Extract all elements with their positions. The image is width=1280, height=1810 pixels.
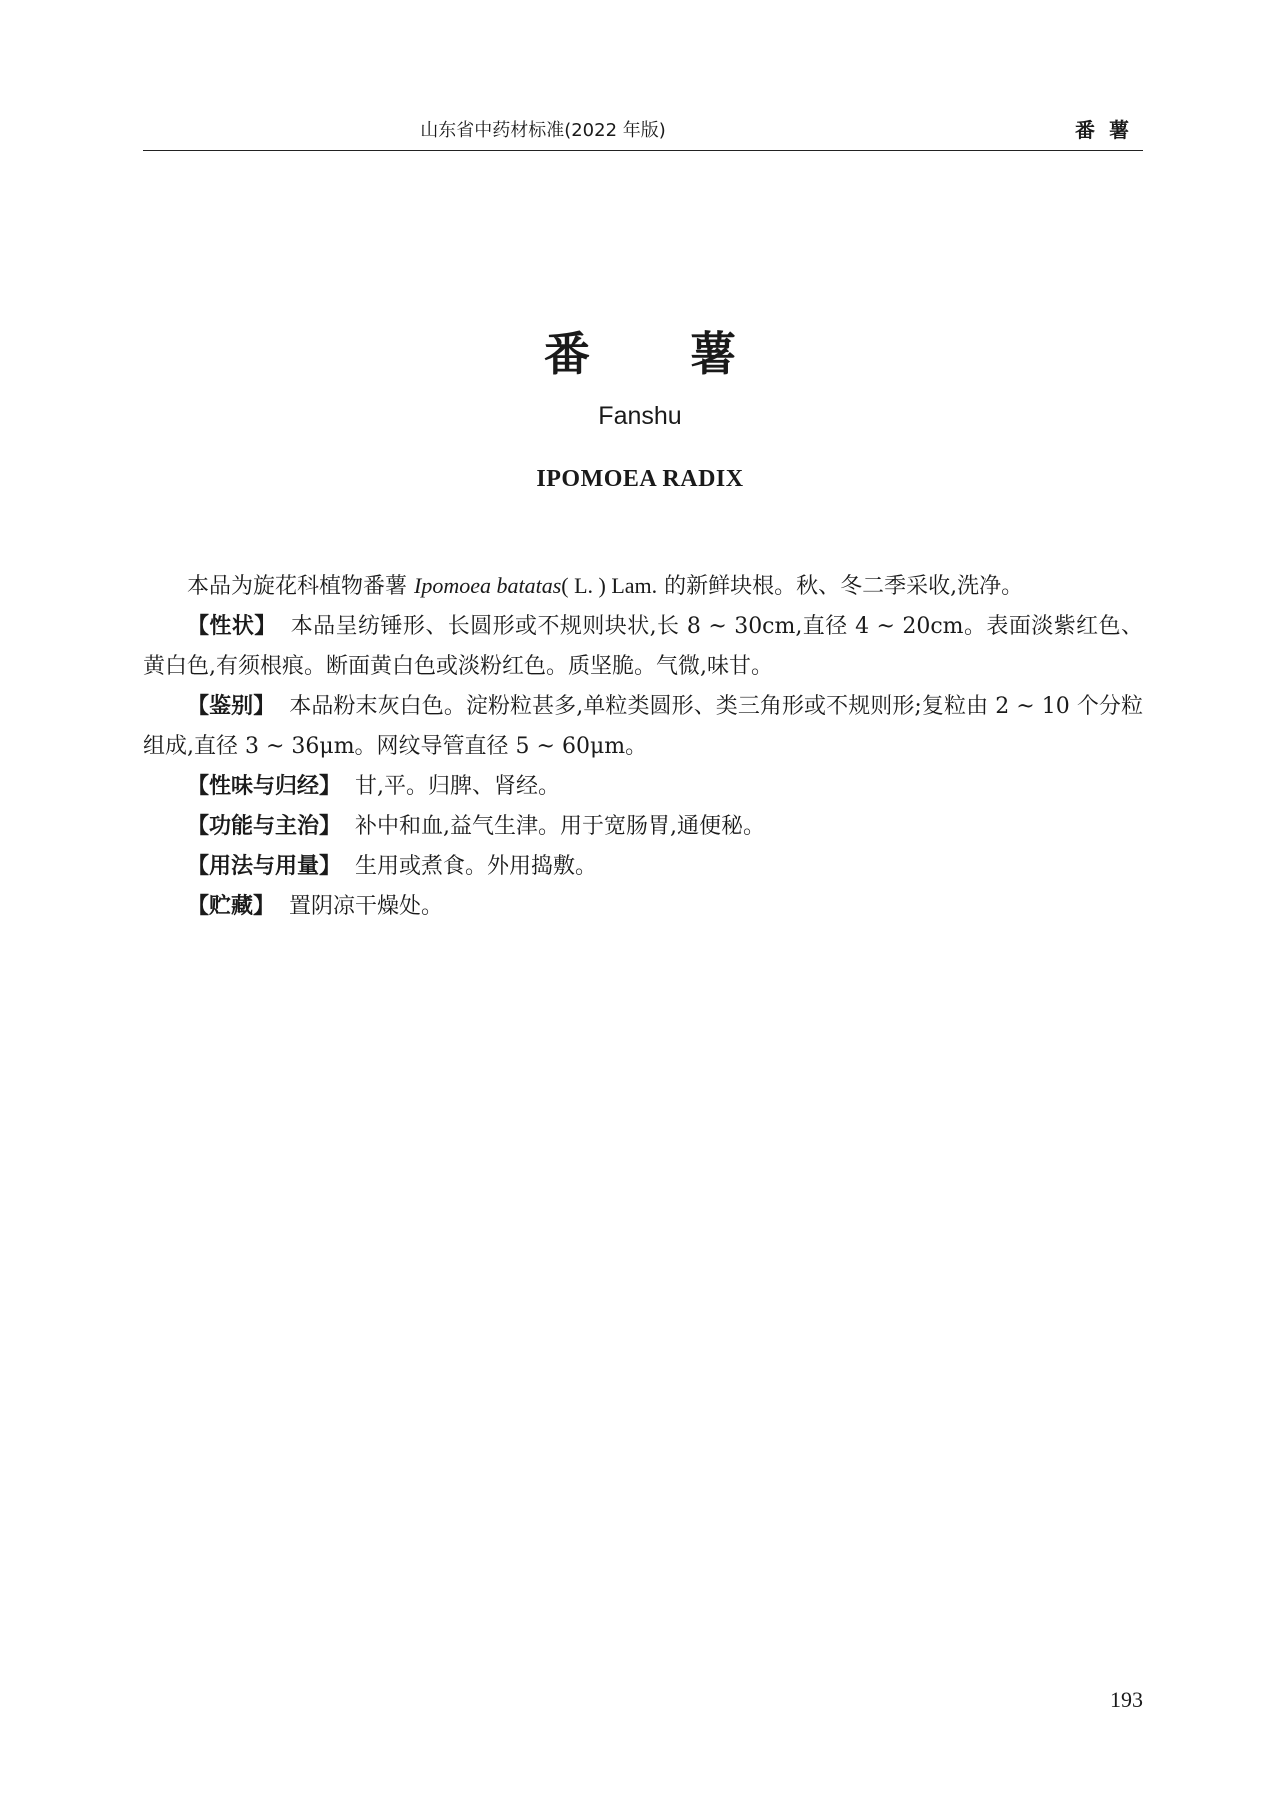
section-text: 本品粉末灰白色。淀粉粒甚多,单粒类圆形、类三角形或不规则形;复粒由 2 ~ 10 个分粒组成,直径 3 ~ 36μm。网纹导管直径 5 ~ 60μm。 — [143, 694, 1143, 759]
monograph-body — [143, 566, 1143, 927]
section-label: 【鉴别】 — [187, 694, 276, 719]
section-label: 【性状】 — [187, 614, 277, 639]
section-text: 生用或煮食。外用捣敷。 — [355, 854, 598, 879]
running-header — [143, 112, 1143, 142]
section-xingwei — [143, 767, 1143, 807]
header-rule — [143, 150, 1143, 151]
book-title: 山东省中药材标准(2022 年版) — [420, 120, 666, 141]
section-zhucang — [143, 887, 1143, 927]
page-number: 193 — [1110, 1687, 1143, 1712]
page-title: 番 薯 — [543, 327, 778, 381]
section-text: 置阴凉干燥处。 — [289, 894, 444, 919]
pinyin-name: Fanshu — [598, 402, 682, 430]
section-text: 甘,平。归脾、肾经。 — [355, 774, 561, 799]
species-name: Ipomoea batatas — [414, 573, 562, 598]
section-jianbie — [143, 687, 1143, 767]
section-text: 本品呈纺锤形、长圆形或不规则块状,长 8 ~ 30cm,直径 4 ~ 20cm。表面淡紫红色、黄白色,有须根痕。断面黄白色或淡粉红色。质坚脆。气微,味甘。 — [143, 614, 1143, 679]
intro-paragraph — [143, 566, 1143, 607]
section-label: 【性味与归经】 — [187, 774, 342, 799]
section-xingzhuang — [143, 607, 1143, 687]
latin-name: IPOMOEA RADIX — [536, 466, 744, 492]
section-label: 【贮藏】 — [187, 894, 276, 919]
header-entry-name: 番薯 — [1075, 118, 1143, 142]
section-label: 【功能与主治】 — [187, 814, 342, 839]
section-label: 【用法与用量】 — [187, 854, 342, 879]
intro-before: 本品为旋花科植物番薯 — [187, 574, 414, 599]
section-text: 补中和血,益气生津。用于宽肠胃,通便秘。 — [355, 814, 766, 839]
section-yongfa — [143, 847, 1143, 887]
section-gongneng — [143, 807, 1143, 847]
intro-after: 的新鲜块根。秋、冬二季采收,洗净。 — [657, 574, 1024, 599]
species-authority: ( L. ) Lam. — [561, 573, 658, 598]
